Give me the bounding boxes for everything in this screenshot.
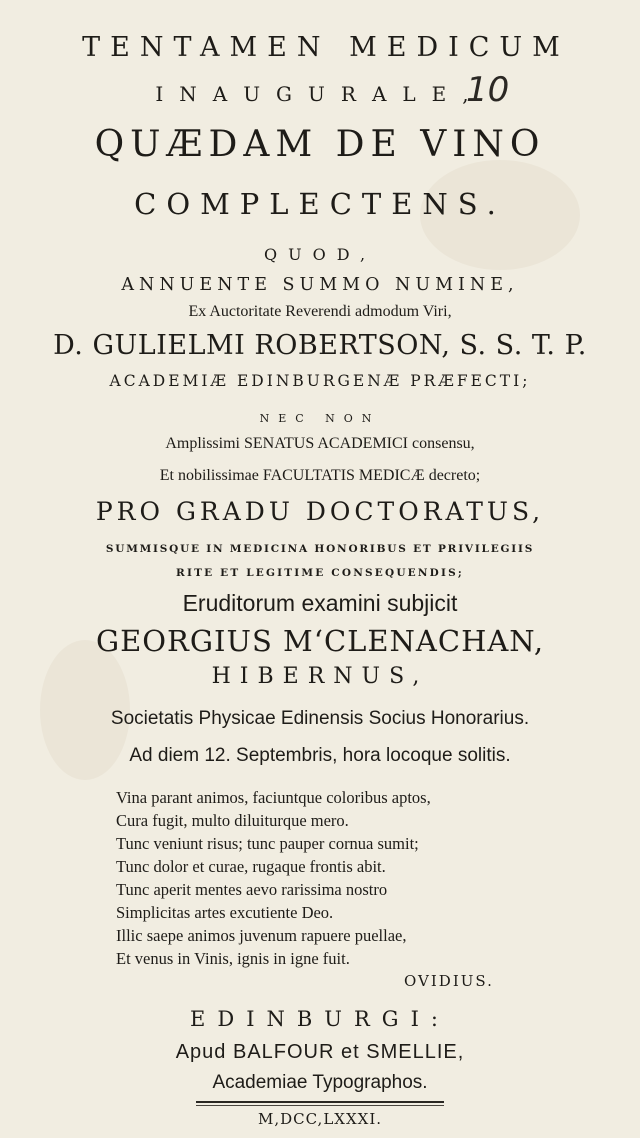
imprint-place: EDINBURGI:: [190, 1007, 450, 1031]
quod-line: QUOD,: [263, 245, 377, 264]
imprint-rule: [196, 1101, 444, 1103]
eruditorum-line: Eruditorum examini subjicit: [182, 590, 458, 616]
title-line-2: INAUGURALE,: [155, 82, 485, 106]
nec-non-line: NEC NON: [259, 412, 381, 425]
epigraph-line: Simplicitas artes excutiente Deo.: [116, 903, 334, 922]
society-line: Societatis Physicae Edinensis Socius Honorarius.: [110, 708, 530, 729]
annuente-line: ANNUENTE SUMMO NUMINE,: [121, 275, 519, 295]
title-line-3: QUÆDAM DE VINO: [94, 124, 546, 165]
author-line: GEORGIUS M‘CLENACHAN,: [95, 624, 545, 658]
pro-gradu-line: PRO GRADU DOCTORATUS,: [95, 497, 545, 526]
epigraph-line: Illic saepe animos juvenum rapuere puellae,: [116, 926, 407, 945]
imprint-rule: [196, 1105, 444, 1106]
epigraph-attribution: OVIDIUS.: [404, 972, 494, 990]
title-line-1: TENTAMEN MEDICUM: [82, 32, 570, 63]
epigraph-line: Tunc veniunt risus; tunc pauper cornua sumit;: [116, 834, 419, 853]
facultatis-line: Et nobilissimae FACULTATIS MEDICÆ decreto;: [159, 467, 481, 484]
epigraph-line: Vina parant animos, faciuntque coloribus aptos,: [116, 788, 431, 807]
praefecti-line: ACADEMIÆ EDINBURGENÆ PRÆFECTI;: [109, 372, 531, 390]
imprint-role: Academiae Typographos.: [212, 1072, 428, 1093]
senatus-line: Amplissimi SENATUS ACADEMICI consensu,: [165, 435, 475, 452]
epigraph-line: Cura fugit, multo diluiturque mero.: [116, 811, 349, 830]
rite-line: RITE ET LEGITIME CONSEQUENDIS;: [176, 567, 464, 579]
epigraph-line: Tunc aperit mentes aevo rarissima nostro: [116, 880, 388, 899]
nation-line: HIBERNUS,: [211, 664, 429, 689]
imprint-year: M,DCC,LXXXI.: [257, 1110, 383, 1128]
epigraph: [116, 786, 546, 970]
epigraph-line: Tunc dolor et curae, rugaque frontis abit.: [116, 857, 386, 876]
imprint-printer: Apud BALFOUR et SMELLIE,: [175, 1041, 465, 1063]
summisque-line: SUMMISQUE IN MEDICINA HONORIBUS ET PRIVILEGIIS: [105, 543, 535, 555]
handwritten-mark: 10: [466, 70, 510, 110]
date-line: Ad diem 12. Septembris, hora locoque solitis.: [129, 745, 511, 766]
title-line-4: COMPLECTENS.: [134, 187, 506, 221]
epigraph-line: Et venus in Vinis, ignis in igne fuit.: [116, 949, 350, 968]
auctoritate-line: Ex Auctoritate Reverendi admodum Viri,: [188, 303, 452, 320]
rector-line: D. GULIELMI ROBERTSON, S. S. T. P.: [53, 330, 587, 361]
